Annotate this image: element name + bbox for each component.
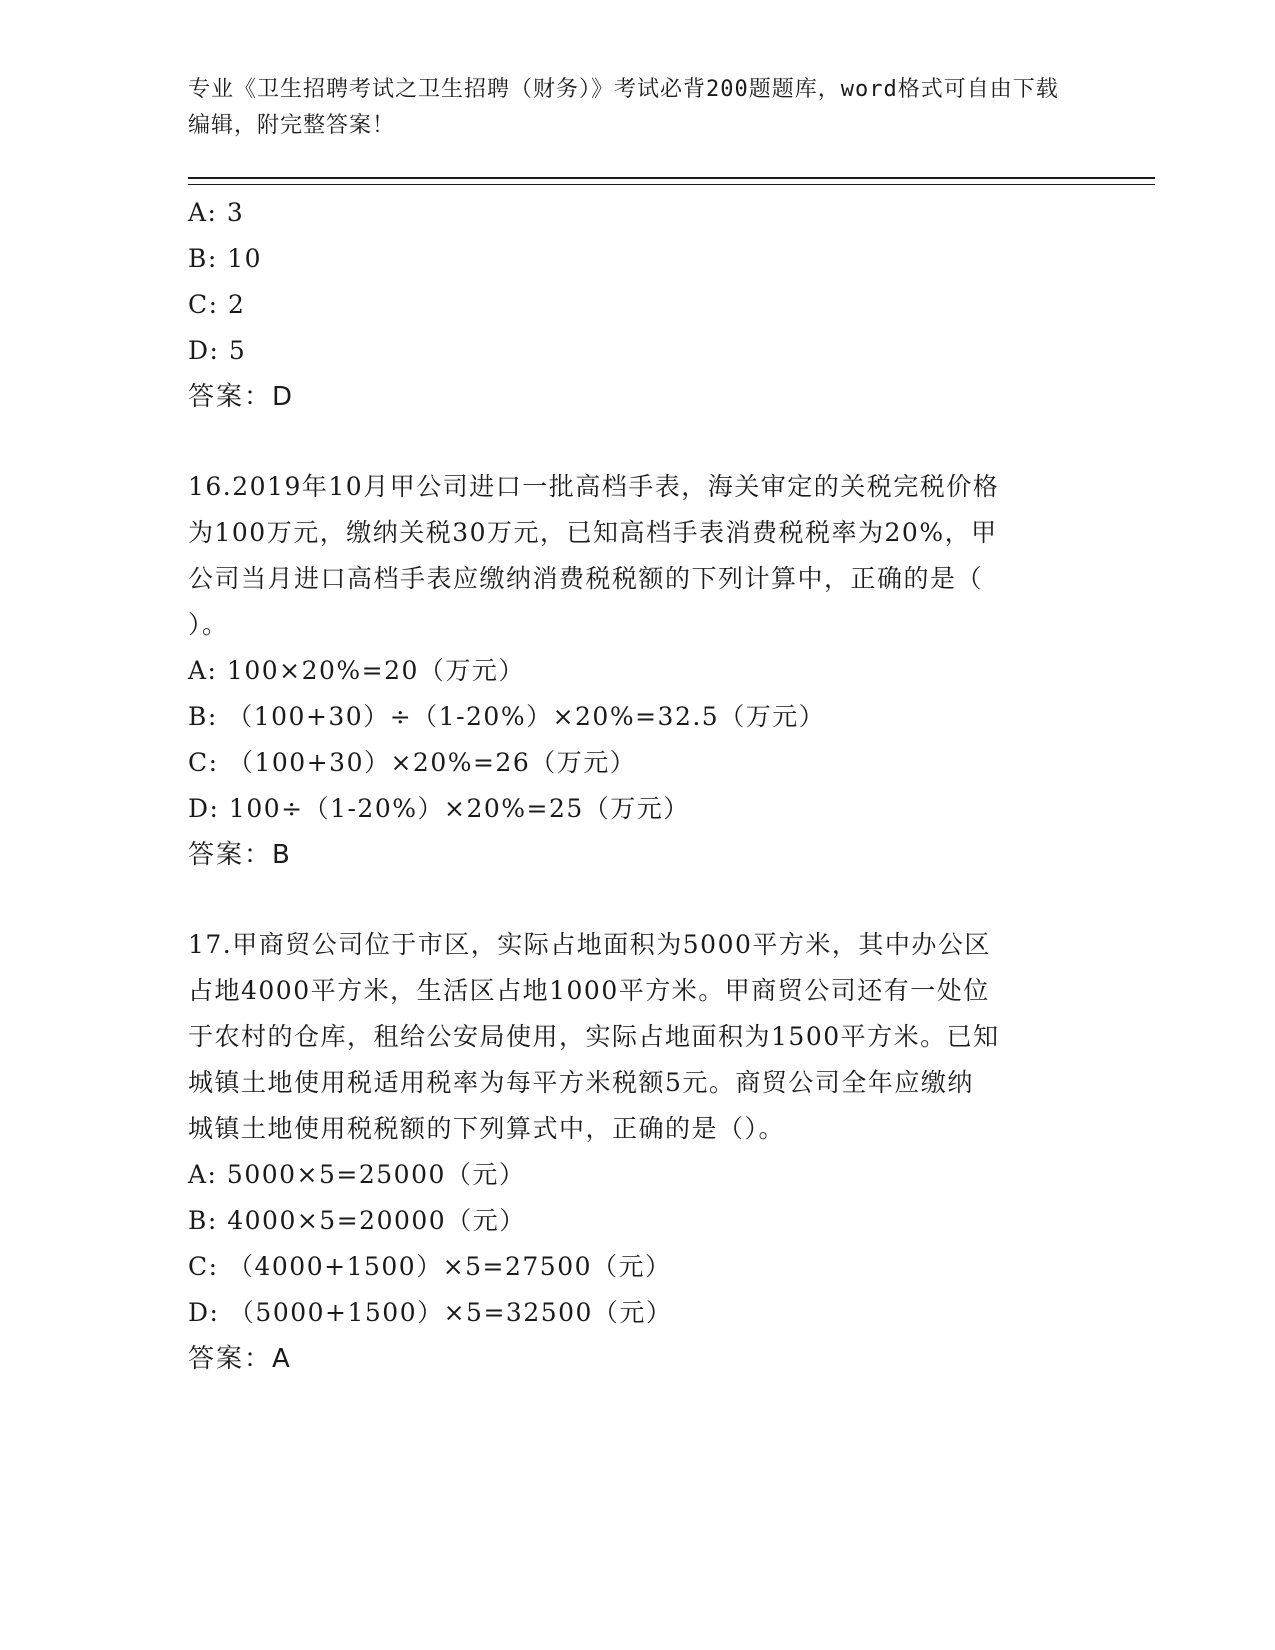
spacer: [188, 420, 1088, 464]
question-content: [188, 190, 1088, 1382]
question-17-option-c: C: （4000+1500）×5=27500（元）: [188, 1252, 672, 1281]
question-17-answer: 答案：A: [188, 1344, 292, 1374]
question-16-option-c: C: （100+30）×20%=26（万元）: [188, 748, 637, 777]
question-17-stem-line: 城镇土地使用税适用税率为每平方米税额5元。商贸公司全年应缴纳: [188, 1068, 974, 1097]
question-16-option-d: D: 100÷（1-20%）×20%=25（万元）: [188, 794, 690, 823]
question-17-stem-line: 17.甲商贸公司位于市区，实际占地面积为5000平方米，其中办公区: [188, 930, 991, 959]
question-15-option-c: C: 2: [188, 290, 246, 319]
question-16-option-b: B: （100+30）÷（1-20%）×20%=32.5（万元）: [188, 702, 826, 731]
question-16-stem-line: ）。: [188, 610, 229, 639]
question-17-block: [188, 922, 1088, 1382]
question-16-option-a: A: 100×20%=20（万元）: [188, 656, 525, 685]
question-16-block: [188, 464, 1088, 878]
question-16-stem-line: 16.2019年10月甲公司进口一批高档手表，海关审定的关税完税价格: [188, 472, 1000, 501]
spacer: [188, 878, 1088, 922]
question-15-option-d: D: 5: [188, 336, 247, 365]
question-17-option-b: B: 4000×5=20000（元）: [188, 1206, 526, 1235]
question-17-stem-line: 于农村的仓库，租给公安局使用，实际占地面积为1500平方米。已知: [188, 1022, 1000, 1051]
question-16-answer: 答案：B: [188, 840, 292, 870]
document-header-title: 专业《卫生招聘考试之卫生招聘（财务）》考试必背200题题库，word格式可自由下载编辑，附完整答案！: [188, 77, 1059, 138]
question-16-stem-line: 公司当月进口高档手表应缴纳消费税税额的下列计算中，正确的是（: [188, 564, 984, 593]
header-divider-thin: [188, 184, 1155, 185]
header-divider-thick: [188, 177, 1155, 179]
question-17-option-a: A: 5000×5=25000（元）: [188, 1160, 526, 1189]
question-17-option-d: D: （5000+1500）×5=32500（元）: [188, 1298, 673, 1327]
question-17-stem-line: 占地4000平方米，生活区占地1000平方米。甲商贸公司还有一处位: [188, 976, 990, 1005]
question-15-answer: 答案：D: [188, 382, 295, 412]
question-15-block: [188, 190, 1088, 420]
question-17-stem-line: 城镇土地使用税税额的下列算式中，正确的是（）。: [188, 1114, 786, 1143]
question-16-stem-line: 为100万元，缴纳关税30万元，已知高档手表消费税税率为20%，甲: [188, 518, 998, 547]
question-15-option-b: B: 10: [188, 244, 263, 273]
question-15-option-a: A: 3: [188, 198, 245, 227]
